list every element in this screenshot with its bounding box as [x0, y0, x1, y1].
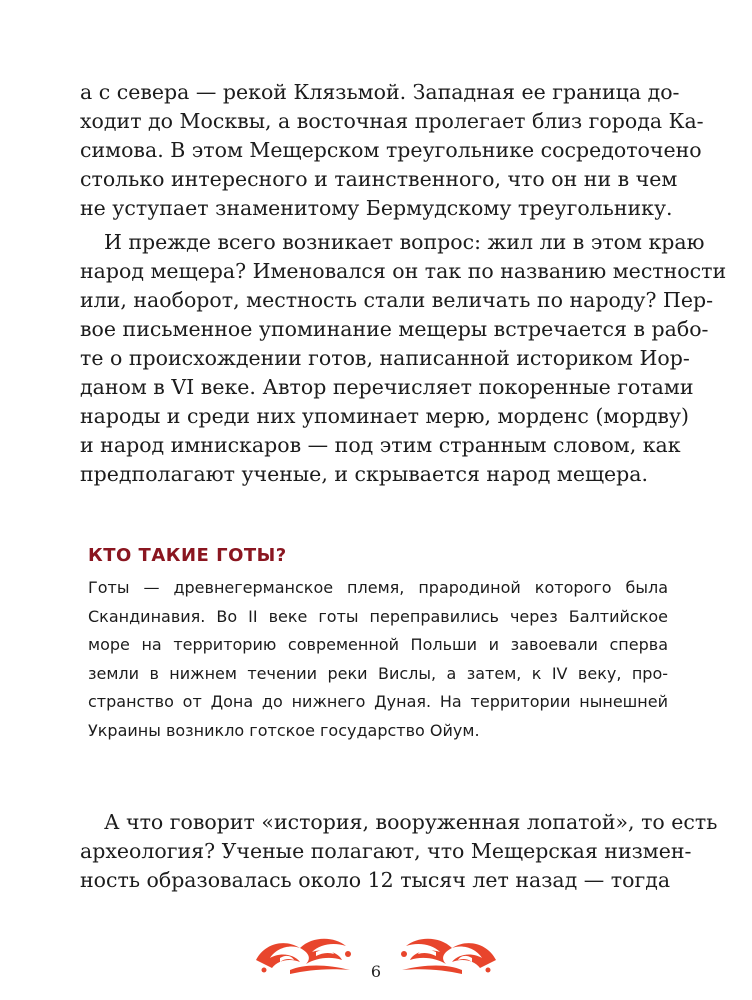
sidebar-body [88, 574, 668, 745]
text-line: столько интересного и таинственного, что он ни в чем [80, 167, 678, 191]
text-line: вое письменное упоминание мещеры встречается в рабо- [80, 317, 709, 341]
text-line: ходит до Москвы, а восточная пролегает близ города Ка- [80, 109, 704, 133]
paragraph-question [80, 228, 727, 489]
text-line: И прежде всего возникает вопрос: жил ли в этом краю [104, 230, 705, 254]
text-line: даном в VI веке. Автор перечисляет покоренные готами [80, 375, 694, 399]
text-line: археология? Ученые полагают, что Мещерская низмен- [80, 839, 692, 863]
text-line: предполагают ученые, и скрывается народ мещера. [80, 462, 649, 486]
text-line: или, наоборот, местность стали величать по народу? Пер- [80, 288, 714, 312]
paragraph-archaeology [80, 808, 718, 895]
folk-floral-ornament-left-icon [250, 930, 360, 976]
sidebar-line: земли в нижнем течении реки Вислы, а затем, к IV веку, про- [88, 663, 668, 683]
text-line: ность образовалась около 12 тысяч лет назад — тогда [80, 868, 671, 892]
sidebar-title: КТО ТАКИЕ ГОТЫ? [88, 545, 287, 566]
page-footer [0, 930, 752, 990]
text-line: А что говорит «история, вооруженная лопатой», то есть [104, 810, 718, 834]
text-line: не уступает знаменитому Бермудскому треугольнику. [80, 196, 673, 220]
sidebar-line: странство от Дона до нижнего Дуная. На территории нынешней [88, 692, 668, 711]
text-line: а с севера — рекой Клязьмой. Западная ее граница до- [80, 80, 680, 104]
text-line: симова. В этом Мещерском треугольнике сосредоточено [80, 138, 702, 162]
text-line: и народ имнискаров — под этим странным словом, как [80, 433, 681, 457]
info-sidebar [88, 544, 668, 745]
paragraph-continued [80, 78, 704, 223]
sidebar-line: Украины возникло готское государство Ойум. [88, 720, 480, 740]
page-number: 6 [370, 962, 382, 981]
sidebar-line: Готы — древнегерманское племя, прародиной которого была [88, 578, 668, 597]
sidebar-line: Скандинавия. Во II веке готы переправились через Балтийское [88, 606, 668, 626]
folk-floral-ornament-right-icon [392, 930, 502, 976]
text-line: народы и среди них упоминает мерю, морденс (мордву) [80, 404, 690, 428]
sidebar-line: море на территорию современной Польши и завоевали сперва [88, 635, 668, 654]
text-line: народ мещера? Именовался он так по названию местности [80, 259, 727, 283]
text-line: те о происхождении готов, написанной историком Иор- [80, 346, 690, 370]
